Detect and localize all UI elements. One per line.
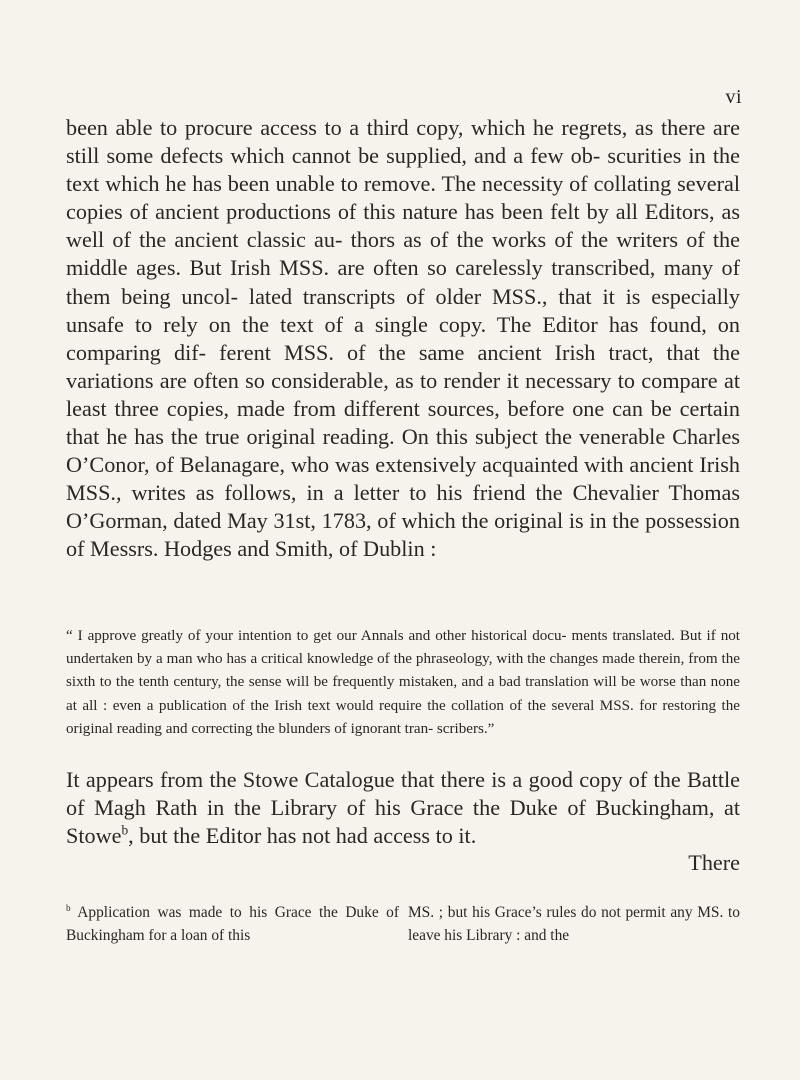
footnote-right-column: MS. ; but his Grace’s rules do not permit any MS. to leave his Library : and the — [408, 904, 740, 944]
catchword: There — [688, 850, 740, 875]
footnote-left-text: Application was made to his Grace the Duke of Buckingham for a loan of this — [66, 904, 399, 944]
footnote-reference-marker: b — [121, 822, 129, 838]
page-number: vi — [725, 86, 742, 108]
footnote-marker: b — [66, 902, 71, 913]
footnote-left-column — [66, 902, 399, 947]
continuation-paragraph — [66, 766, 740, 850]
continuation-text-before-ref: It appears from the Stowe Catalogue that there is a good copy of the Battle of Magh Rath in the Library of his Grace the Duke of Buckingham, at Stowe — [66, 767, 740, 849]
continuation-text-after-ref: , but the Editor has not had access to it. — [128, 823, 477, 849]
block-quotation: “ I approve greatly of your intention to get our Annals and other historical docu- ments translated. But if not undertaken by a man who has a critical knowledge of the phraseology, with the changes made therein, from the sixth to the tenth century, the sense will be frequently mistaken, and a bad translation will be worse than none at all : even a publication of the Irish text would require the collation of the several MSS. for restoring the original reading and correcting the blunders of ignorant tran- scribers.” — [66, 628, 740, 737]
main-paragraph: been able to procure access to a third copy, which he regrets, as there are still some defects which cannot be supplied, and a few ob- scurities in the text which he has been unable to remove. The necessity of collating several copies of ancient productions of this nature has been felt by all Editors, as well of the ancient classic au- thors as of the works of the writers of the middle ages. But Irish MSS. are often so carelessly transcribed, many of them being uncol- lated transcripts of older MSS., that it is especially unsafe to rely on the text of a single copy. The Editor has found, on comparing dif- ferent MSS. of the same ancient Irish tract, that the variations are often so considerable, as to render it necessary to compare at least three copies, made from different sources, before one can be certain that he has the true original reading. On this subject the venerable Charles O’Conor, of Belanagare, who was extensively acquainted with ancient Irish MSS., writes as follows, in a letter to his friend the Chevalier Thomas O’Gorman, dated May 31st, 1783, of which the original is in the possession of Messrs. Hodges and Smith, of Dublin : — [66, 115, 740, 562]
